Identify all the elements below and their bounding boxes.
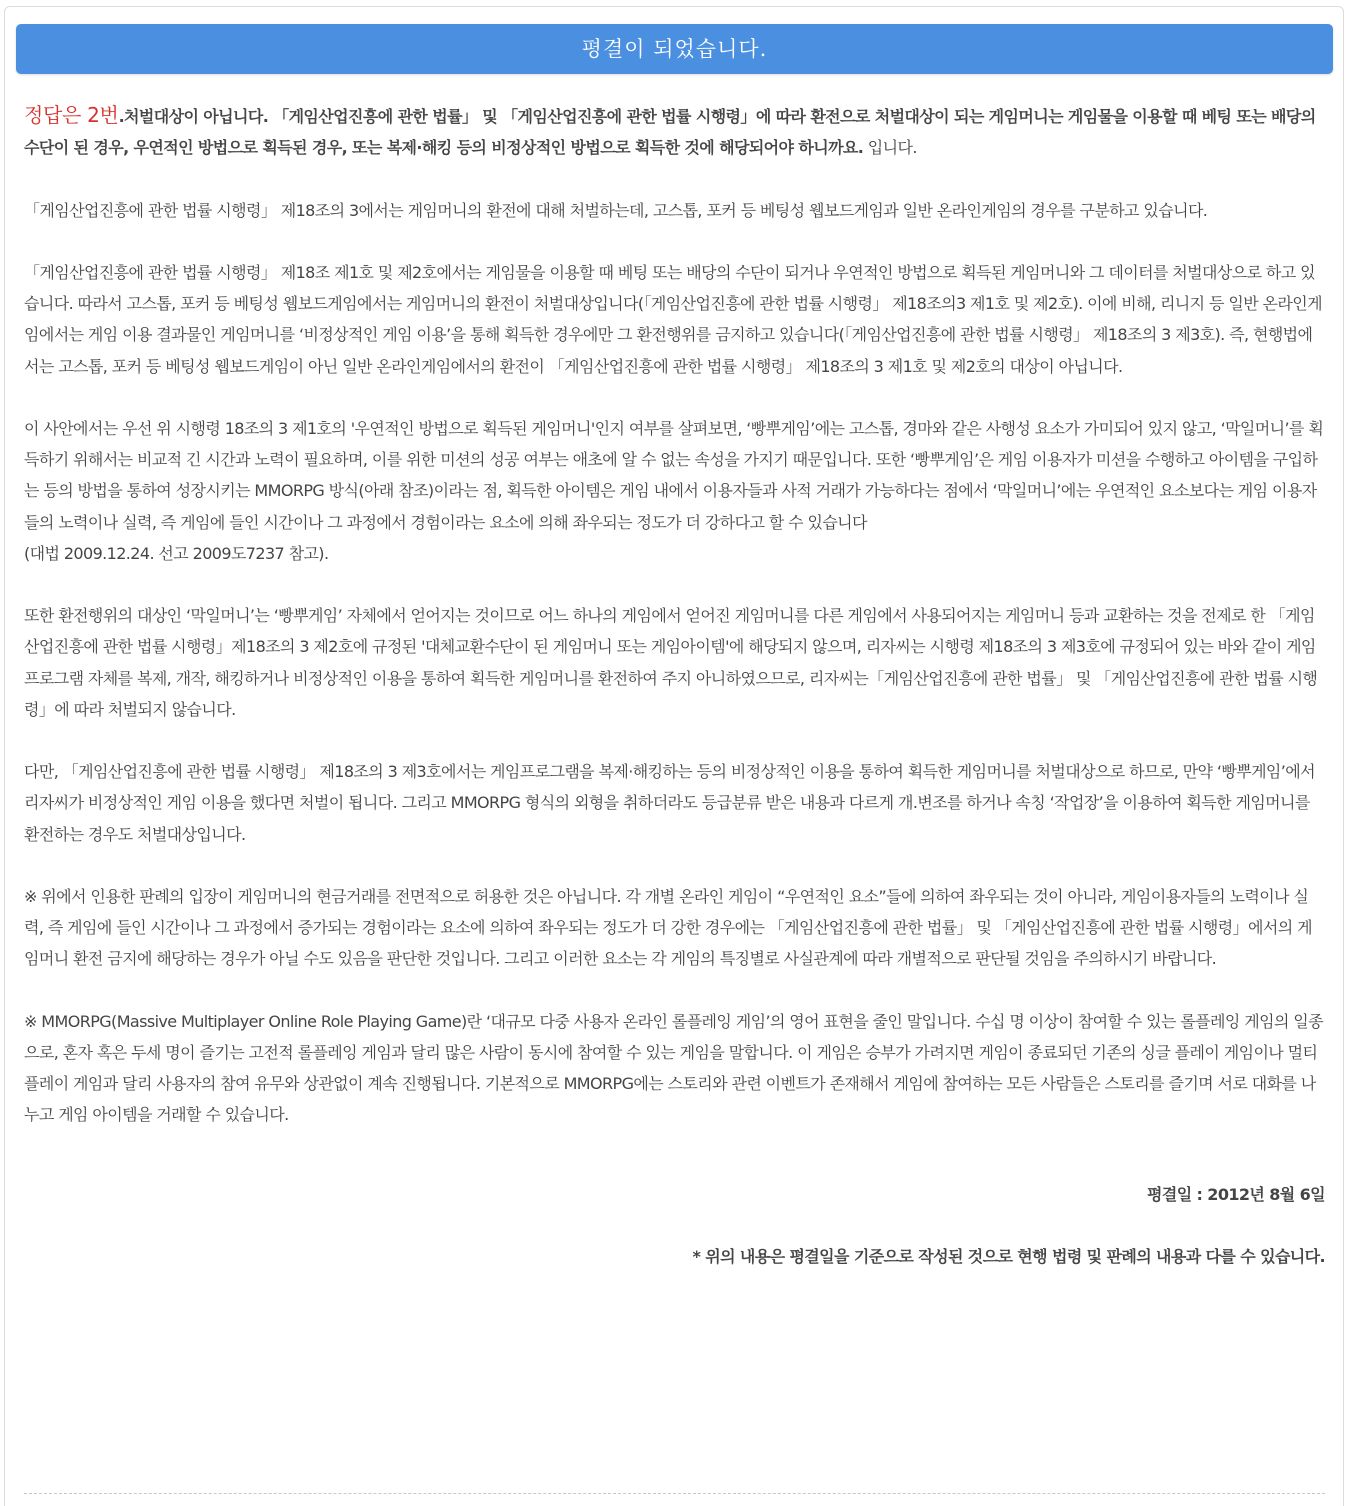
- banner-title: 평결이 되었습니다.: [581, 37, 768, 61]
- answer-bold-text: .처벌대상이 아닙니다. 「게임산업진흥에 관한 법률」 및 「게임산업진흥에 관한 법률 시행령」에 따라 환전으로 처벌대상이 되는 게임머니는 게임물을 이용할 때 베팅 또는 배당의 수단이 된 경우, 우연적인 방법으로 획득된 경우, 또는 복제·해킹 등의 비정상적인 방법으로 획득한 것에 해당되어야 하니까요.: [24, 107, 1316, 158]
- bottom-divider: [24, 1493, 1325, 1494]
- paragraph-2: 「게임산업진흥에 관한 법률 시행령」 제18조 제1호 및 제2호에서는 게임물을 이용할 때 베팅 또는 배당의 수단이 되거나 우연적인 방법으로 획득된 게임머니와 그 데이터를 처벌대상으로 하고 있습니다. 따라서 고스톱, 포커 등 베팅성 웹보드게임에서는 게임머니의 환전이 처벌대상입니다(「게임산업진흥에 관한 법률 시행령」 제18조의3 제1호 및 제2호). 이에 비해, 리니지 등 일반 온라인게임에서는 게임 이용 결과물인 게임머니를 ‘비정상적인 게임 이용’을 통해 획득한 경우에만 그 환전행위를 금지하고 있습니다(「게임산업진흥에 관한 법률 시행령」 제18조의 3 제3호). 즉, 현행법에서는 고스톱, 포커 등 베팅성 웹보드게임이 아닌 일반 온라인게임에서의 환전이 「게임산업진흥에 관한 법률 시행령」 제18조의 3 제1호 및 제2호의 대상이 아닙니다.: [24, 262, 1322, 376]
- answer-label: 정답은 2번: [24, 103, 119, 127]
- verdict-date: 평결일 : 2012년 8월 6일: [1146, 1184, 1325, 1204]
- paragraph-1: 「게임산업진흥에 관한 법률 시행령」 제18조의 3에서는 게임머니의 환전에 대해 처벌하는데, 고스톱, 포커 등 베팅성 웹보드게임과 일반 온라인게임의 경우를 구분하고 있습니다.: [24, 200, 1208, 220]
- paragraph-3-text: 이 사안에서는 우선 위 시행령 18조의 3 제1호의 '우연적인 방법으로 획득된 게임머니'인지 여부를 살펴보면, ‘빵뿌게임’에는 고스톱, 경마와 같은 사행성 요소가 가미되어 있지 않고, ‘막일머니’를 획득하기 위해서는 비교적 긴 시간과 노력이 필요하며, 이를 위한 미션의 성공 여부는 애초에 알 수 없는 속성을 가지기 때문입니다. 또한 ‘빵뿌게임’은 게임 이용자가 미션을 수행하고 아이템을 구입하는 등의 방법을 통하여 성장시키는 MMORPG 방식(아래 참조)이라는 점, 획득한 아이템은 게임 내에서 이용자들과 사적 거래가 가능하다는 점에서 ‘막일머니’에는 우연적인 요소보다는 게임 이용자들의 노력이나 실력, 즉 게임에 들인 시간이나 그 과정에서 경험이라는 요소에 의해 좌우되는 정도가 더 강하다고 할 수 있습니다: [24, 418, 1324, 532]
- paragraph-4: 또한 환전행위의 대상인 ‘막일머니’는 ‘빵뿌게임’ 자체에서 얻어지는 것이므로 어느 하나의 게임에서 얻어진 게임머니를 다른 게임에서 사용되어지는 게임머니 등과 교환하는 것을 전제로 한 「게임산업진흥에 관한 법률 시행령」제18조의 3 제2호에 규정된 '대체교환수단이 된 게임머니 또는 게임아이템'에 해당되지 않으며, 리자씨는 시행령 제18조의 3 제3호에 규정되어 있는 바와 같이 게임프로그램 자체를 복제, 개작, 해킹하거나 비정상적인 이용을 통하여 획득한 게임머니를 환전하여 주지 아니하였으므로, 리자씨는「게임산업진흥에 관한 법률」 및 「게임산업진흥에 관한 법률 시행령」에 따라 처벌되지 않습니다.: [24, 606, 1318, 719]
- answer-paragraph: [24, 100, 1325, 163]
- verdict-content: [24, 100, 1325, 1303]
- verdict-banner: [16, 24, 1333, 74]
- case-citation: (대법 2009.12.24. 선고 2009도7237 참고).: [24, 543, 329, 563]
- paragraph-7: ※ MMORPG(Massive Multiplayer Online Role Playing Game)란 ‘대규모 다중 사용자 온라인 롤플레잉 게임’의 영어 표현을 줄인 말입니다. 수십 명 이상이 참여할 수 있는 롤플레잉 게임의 일종으로, 혼자 혹은 두세 명이 즐기는 고전적 롤플레잉 게임과 달리 많은 사람이 동시에 참여할 수 있는 게임을 말합니다. 이 게임은 승부가 가려지면 게임이 종료되던 기존의 싱글 플레이 게임이나 멀티 플레이 게임과 달리 사용자의 참여 유무와 상관없이 계속 진행됩니다. 기본적으로 MMORPG에는 스토리와 관련 이벤트가 존재해서 게임에 참여하는 모든 사람들은 스토리를 즐기며 서로 대화를 나누고 게임 아이템을 거래할 수 있습니다.: [24, 1011, 1323, 1125]
- paragraph-3: [24, 413, 1325, 569]
- answer-tail-text: 입니다.: [863, 138, 917, 158]
- paragraph-5: 다만, 「게임산업진흥에 관한 법률 시행령」 제18조의 3 제3호에서는 게임프로그램을 복제·해킹하는 등의 비정상적인 이용을 통하여 획득한 게임머니를 처벌대상으로 하므로, 만약 ‘빵뿌게임’에서 리자씨가 비정상적인 게임 이용을 했다면 처벌이 됩니다. 그리고 MMORPG 형식의 외형을 취하더라도 등급분류 받은 내용과 다르게 개.변조를 하거나 속칭 ‘작업장’을 이용하여 획득한 게임머니를 환전하는 경우도 처벌대상입니다.: [24, 762, 1315, 844]
- paragraph-6: ※ 위에서 인용한 판례의 입장이 게임머니의 현금거래를 전면적으로 허용한 것은 아닙니다. 각 개별 온라인 게임이 “우연적인 요소”들에 의하여 좌우되는 것이 아니라, 게임이용자들의 노력이나 실력, 즉 게임에 들인 시간이나 그 과정에서 증가되는 경험이라는 요소에 의하여 좌우되는 정도가 더 강한 경우에는 「게임산업진흥에 관한 법률」 및 「게임산업진흥에 관한 법률 시행령」에서의 게임머니 환전 금지에 해당하는 경우가 아닐 수도 있음을 판단한 것입니다. 그리고 이러한 요소는 각 게임의 특징별로 사실관계에 따라 개별적으로 판단될 것임을 주의하시기 바랍니다.: [24, 886, 1312, 969]
- disclaimer-note: * 위의 내용은 평결일을 기준으로 작성된 것으로 현행 법령 및 판례의 내용과 다를 수 있습니다.: [692, 1246, 1325, 1266]
